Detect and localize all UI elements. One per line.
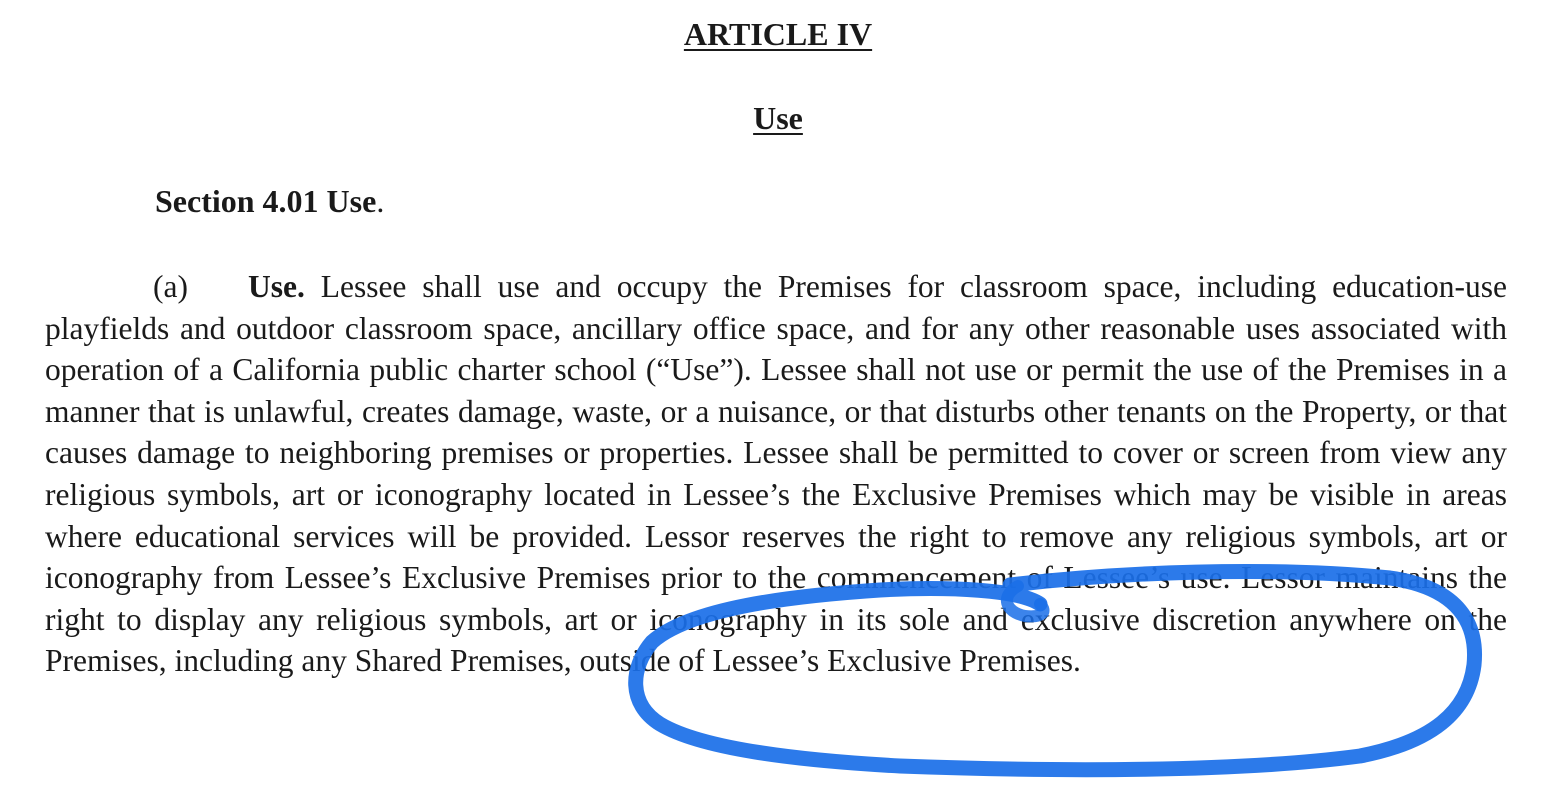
article-subheading: Use	[753, 100, 803, 136]
section-heading	[155, 183, 384, 220]
section-title: Section 4.01 Use	[155, 183, 377, 219]
paragraph-text: Lessee shall use and occupy the Premises for classroom space, including education-use playfields and outdoor classroom space, ancillary office space, and for any other reasonable uses associated with operation of a California public charter school (“Use”). Lessee shall not use or permit the use of the Premises in a manner that is unlawful, creates damage, waste, or a nuisance, or that disturbs other tenants on the Property, or that causes damage to neighboring premises or properties. Lessee shall be permitted to cover or screen from view any religious symbols, art or iconography located in Lessee’s the Exclusive Premises which may be visible in areas where educational services will be provided. Lessor reserves the right to remove any religious symbols, art or iconography from Lessee’s Exclusive Premises prior to the commencement of Lessee’s use. Lessor maintains the right to display any religious symbols, art or iconography in its sole and exclusive discretion anywhere on the Premises, including any Shared Premises, outside of Lessee’s Exclusive Premises.	[45, 269, 1507, 679]
section-title-period: .	[376, 183, 385, 219]
paragraph-lead: Use.	[248, 269, 305, 304]
paragraph-marker: (a)	[153, 269, 188, 304]
body-paragraph	[45, 266, 1507, 682]
article-heading: ARTICLE IV	[683, 16, 873, 52]
